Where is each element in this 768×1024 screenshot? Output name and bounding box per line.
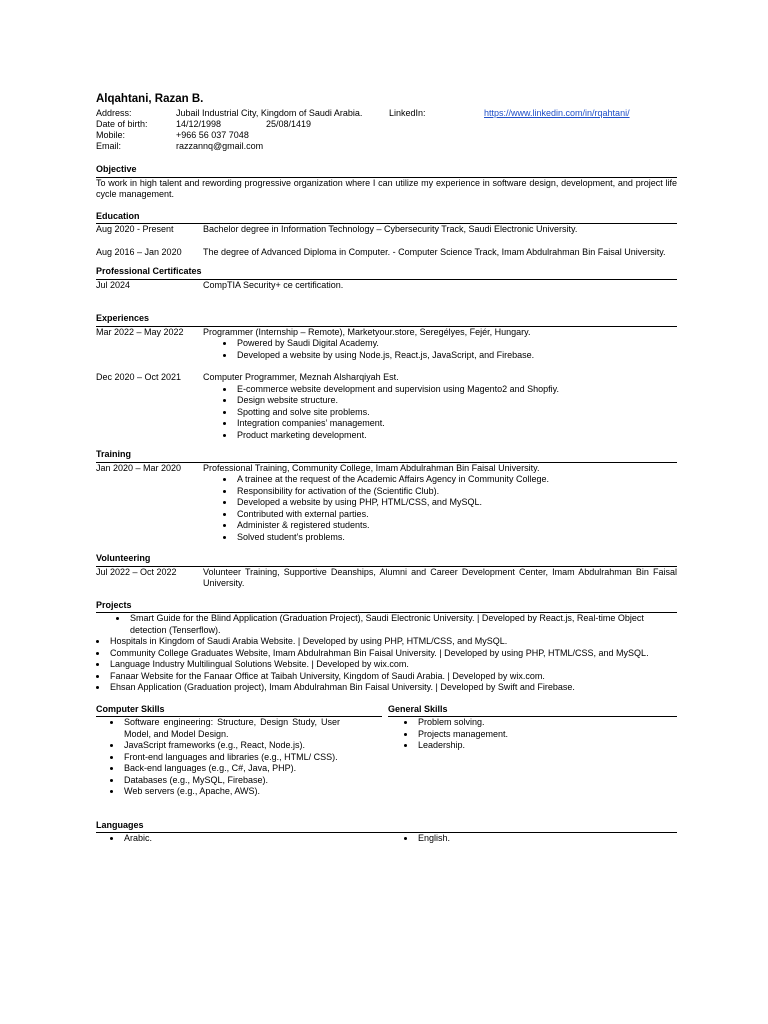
list-item: • Problem solving. bbox=[416, 717, 677, 729]
volunteering-date: Jul 2022 – Oct 2022 bbox=[96, 566, 177, 577]
volunteering-heading: Volunteering bbox=[96, 553, 677, 567]
volunteering-entry bbox=[96, 567, 677, 590]
list-item: • Software engineering: Structure, Design Study, User Model, and Model Design. bbox=[122, 717, 340, 740]
computer-skills-column bbox=[96, 700, 388, 798]
list-item: • JavaScript frameworks (e.g., React, Node.js). bbox=[122, 740, 340, 752]
certificates-heading: Professional Certificates bbox=[96, 266, 677, 280]
list-item: • Contributed with external parties. bbox=[235, 509, 677, 521]
experience-entry bbox=[96, 327, 677, 362]
certificate-entry bbox=[96, 280, 677, 292]
dob-label: Date of birth: bbox=[96, 119, 148, 129]
objective-heading: Objective bbox=[96, 164, 677, 178]
list-item: • Administer & registered students. bbox=[235, 520, 677, 532]
certificate-text: CompTIA Security+ ce certification. bbox=[203, 279, 344, 290]
address-value: Jubail Industrial City, Kingdom of Saudi Arabia. bbox=[176, 108, 363, 118]
email-label: Email: bbox=[96, 141, 122, 151]
volunteering-text: Volunteer Training, Supportive Deanships, Alumni and Career Development Center, Imam Abdulrahman Bin Faisal University. bbox=[203, 566, 677, 588]
list-item: • Back-end languages (e.g., C#, Java, PHP). bbox=[122, 763, 340, 775]
training-bullets bbox=[203, 474, 677, 543]
training-date: Jan 2020 – Mar 2020 bbox=[96, 462, 182, 473]
email-value: razzannq@gmail.com bbox=[176, 141, 264, 151]
education-heading: Education bbox=[96, 211, 677, 225]
general-skills-column bbox=[388, 700, 677, 798]
list-item: • Developed a website by using PHP, HTML/CSS, and MySQL. bbox=[235, 497, 677, 509]
list-item: • Front-end languages and libraries (e.g., HTML/ CSS). bbox=[122, 752, 340, 764]
computer-skills-heading: Computer Skills bbox=[96, 704, 382, 718]
list-item: • Smart Guide for the Blind Application (Graduation Project), Saudi Electronic University. | Developed by React.js, Real-time Object detection (Tenserflow). bbox=[128, 613, 677, 636]
list-item: • Leadership. bbox=[416, 740, 677, 752]
list-item: • Projects management. bbox=[416, 729, 677, 741]
list-item: • Powered by Saudi Digital Academy. bbox=[235, 338, 677, 350]
list-item: • Spotting and solve site problems. bbox=[235, 407, 677, 419]
skills-columns bbox=[96, 700, 677, 798]
objective-text: To work in high talent and rewording progressive organization where I can utilize my experience in software design, development, and project life cycle management. bbox=[96, 177, 677, 199]
mobile-label: Mobile: bbox=[96, 130, 126, 140]
list-item: • Responsibility for activation of the (Scientific Club). bbox=[235, 486, 677, 498]
list-item: • Arabic. bbox=[122, 833, 388, 845]
list-item: • Solved student’s problems. bbox=[235, 532, 677, 544]
resume-page bbox=[96, 92, 677, 845]
languages-list bbox=[96, 833, 677, 845]
list-item: • Fanaar Website for the Fanaar Office at Taibah University, Kingdom of Saudi Arabia. | Developed by wix.com. bbox=[108, 671, 677, 683]
experience-date: Mar 2022 – May 2022 bbox=[96, 326, 184, 337]
experience-entry bbox=[96, 372, 677, 441]
training-title: Professional Training, Community College, Imam Abdulrahman Bin Faisal University. bbox=[203, 462, 540, 473]
list-item: • Web servers (e.g., Apache, AWS). bbox=[122, 786, 340, 798]
languages-heading: Languages bbox=[96, 820, 677, 834]
linkedin-link[interactable]: https://www.linkedin.com/in/rqahtani/ bbox=[484, 108, 630, 118]
list-item: • English. bbox=[416, 833, 677, 845]
linkedin-label: LinkedIn: bbox=[389, 108, 426, 118]
experience-body bbox=[203, 327, 677, 362]
experiences-heading: Experiences bbox=[96, 313, 677, 327]
list-item: • Language Industry Multilingual Solutions Website. | Developed by wix.com. bbox=[108, 659, 677, 671]
list-item: • Integration companies’ management. bbox=[235, 418, 677, 430]
experience-bullets bbox=[203, 338, 677, 361]
experience-title: Programmer (Internship – Remote), Marketyour.store, Seregélyes, Fejér, Hungary. bbox=[203, 326, 531, 337]
training-body bbox=[203, 463, 677, 544]
mobile-value: +966 56 037 7048 bbox=[176, 130, 249, 140]
training-heading: Training bbox=[96, 449, 677, 463]
projects-list bbox=[96, 613, 677, 694]
experience-date: Dec 2020 – Oct 2021 bbox=[96, 372, 182, 382]
list-item: • Ehsan Application (Graduation project), Imam Abdulrahman Bin Faisal University. | Developed by Swift and Firebase. bbox=[108, 682, 677, 694]
projects-heading: Projects bbox=[96, 600, 677, 614]
dob-value: 14/12/1998 bbox=[176, 119, 222, 129]
education-text: The degree of Advanced Diploma in Computer. - Computer Science Track, Imam Abdulrahman Bin Faisal University. bbox=[203, 246, 666, 257]
address-label: Address: bbox=[96, 108, 132, 118]
training-entry bbox=[96, 463, 677, 544]
education-date: Aug 2016 – Jan 2020 bbox=[96, 246, 182, 257]
list-item: • Hospitals in Kingdom of Saudi Arabia Website. | Developed by using PHP, HTML/CSS, and MySQL. bbox=[108, 636, 677, 648]
list-item: • Design website structure. bbox=[235, 395, 677, 407]
list-item: • Databases (e.g., MySQL, Firebase). bbox=[122, 775, 340, 787]
list-item: • Developed a website by using Node.js, React.js, JavaScript, and Firebase. bbox=[235, 350, 677, 362]
education-entry bbox=[96, 247, 677, 259]
experience-title: Computer Programmer, Meznah Alsharqiyah Est. bbox=[203, 372, 399, 382]
contact-block bbox=[96, 108, 677, 156]
person-name: Alqahtani, Razan B. bbox=[96, 93, 204, 105]
list-item: • A trainee at the request of the Academic Affairs Agency in Community College. bbox=[235, 474, 677, 486]
education-entry bbox=[96, 224, 677, 236]
list-item: • Product marketing development. bbox=[235, 430, 677, 442]
education-date: Aug 2020 - Present bbox=[96, 224, 174, 234]
list-item: • E-commerce website development and supervision using Magento2 and Shopfiy. bbox=[235, 384, 677, 396]
experience-body bbox=[203, 372, 677, 441]
dob-hijri-value: 25/08/1419 bbox=[266, 119, 312, 129]
certificate-date: Jul 2024 bbox=[96, 279, 131, 290]
experience-bullets bbox=[203, 384, 677, 442]
education-text: Bachelor degree in Information Technology – Cybersecurity Track, Saudi Electronic University. bbox=[203, 224, 578, 234]
list-item: • Community College Graduates Website, Imam Abdulrahman Bin Faisal University. | Developed by using PHP, HTML/CSS, and MySQL. bbox=[108, 648, 677, 660]
general-skills-heading: General Skills bbox=[388, 704, 677, 718]
